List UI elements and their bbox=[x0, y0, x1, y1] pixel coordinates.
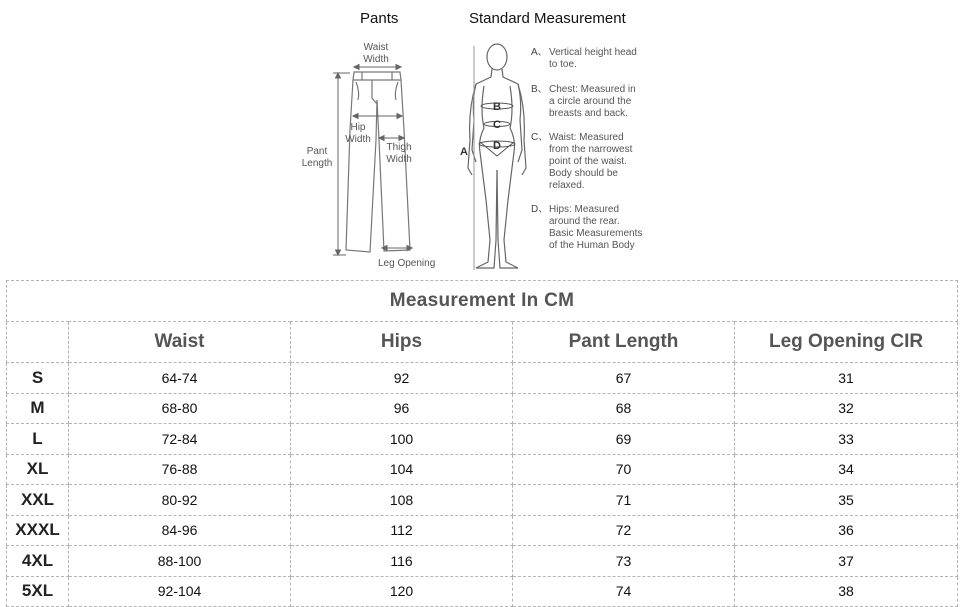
hips-cell: 104 bbox=[291, 454, 513, 485]
note-c-letter: C、 bbox=[531, 132, 549, 143]
hips-cell: 116 bbox=[291, 546, 513, 577]
note-a-letter: A、 bbox=[531, 47, 548, 58]
waist-cell: 68-80 bbox=[69, 393, 291, 424]
note-b bbox=[531, 84, 661, 120]
waist-cell: 88-100 bbox=[69, 546, 291, 577]
note-c-line1: Waist: Measured bbox=[549, 132, 624, 143]
pant-length-cell: 72 bbox=[513, 515, 735, 546]
measurement-diagram bbox=[0, 0, 962, 280]
table-row bbox=[7, 424, 958, 455]
note-b-line3: breasts and back. bbox=[549, 108, 628, 119]
hips-cell: 112 bbox=[291, 515, 513, 546]
pant-length-cell: 71 bbox=[513, 485, 735, 516]
note-d-line2: around the rear. bbox=[549, 216, 620, 227]
size-cell: 4XL bbox=[7, 546, 69, 577]
thigh-width-label-line1: Thigh bbox=[386, 142, 412, 153]
leg-opening-cell: 35 bbox=[735, 485, 958, 516]
leg-opening-cell: 32 bbox=[735, 393, 958, 424]
header-waist: Waist bbox=[69, 322, 291, 363]
size-cell: M bbox=[7, 393, 69, 424]
pant-length-cell: 73 bbox=[513, 546, 735, 577]
note-c-line3: point of the waist. bbox=[549, 156, 627, 167]
pant-length-cell: 68 bbox=[513, 393, 735, 424]
leg-opening-cell: 33 bbox=[735, 424, 958, 455]
note-d-letter: D、 bbox=[531, 204, 549, 215]
hips-cell: 100 bbox=[291, 424, 513, 455]
table-row bbox=[7, 576, 958, 607]
header-pant-length: Pant Length bbox=[513, 322, 735, 363]
pant-length-label-line2: Length bbox=[301, 158, 333, 169]
pant-length-label bbox=[298, 146, 336, 170]
size-chart-table bbox=[6, 280, 958, 607]
pant-length-cell: 67 bbox=[513, 363, 735, 394]
note-a bbox=[531, 47, 661, 71]
note-c-line5: relaxed. bbox=[549, 180, 585, 191]
leg-opening-cell: 37 bbox=[735, 546, 958, 577]
note-a-line1: Vertical height head bbox=[549, 47, 637, 58]
waist-cell: 76-88 bbox=[69, 454, 291, 485]
hip-width-label-line2: Width bbox=[345, 134, 371, 145]
pants-title: Pants bbox=[360, 10, 399, 27]
size-cell: S bbox=[7, 363, 69, 394]
table-row bbox=[7, 454, 958, 485]
hips-cell: 120 bbox=[291, 576, 513, 607]
table-row bbox=[7, 546, 958, 577]
body-letter-b: B bbox=[493, 101, 501, 113]
body-letter-c: C bbox=[493, 119, 501, 131]
thigh-width-label-line2: Width bbox=[386, 154, 412, 165]
body-letter-d: D bbox=[493, 140, 501, 152]
standard-measurement-title: Standard Measurement bbox=[469, 10, 626, 27]
leg-opening-cell: 34 bbox=[735, 454, 958, 485]
hips-cell: 108 bbox=[291, 485, 513, 516]
leg-opening-cell: 36 bbox=[735, 515, 958, 546]
note-b-line1: Chest: Measured in bbox=[549, 84, 636, 95]
note-d bbox=[531, 204, 661, 252]
size-cell: XL bbox=[7, 454, 69, 485]
body-letter-a: A bbox=[460, 146, 468, 158]
leg-opening-cell: 38 bbox=[735, 576, 958, 607]
hips-cell: 96 bbox=[291, 393, 513, 424]
note-c bbox=[531, 132, 661, 192]
pant-length-cell: 74 bbox=[513, 576, 735, 607]
size-cell: XXL bbox=[7, 485, 69, 516]
leg-opening-cell: 31 bbox=[735, 363, 958, 394]
diagram-illustration bbox=[0, 0, 962, 280]
table-row bbox=[7, 485, 958, 516]
header-row bbox=[7, 322, 958, 363]
waist-cell: 64-74 bbox=[69, 363, 291, 394]
pant-length-label-line1: Pant bbox=[306, 146, 328, 157]
waist-width-label-line1: Waist bbox=[363, 42, 389, 53]
leg-opening-label: Leg Opening bbox=[378, 258, 436, 269]
note-c-line2: from the narrowest bbox=[549, 144, 633, 155]
pant-length-cell: 69 bbox=[513, 424, 735, 455]
hip-width-label bbox=[341, 122, 375, 146]
header-hips: Hips bbox=[291, 322, 513, 363]
size-cell: XXXL bbox=[7, 515, 69, 546]
note-b-letter: B、 bbox=[531, 84, 548, 95]
header-leg-opening: Leg Opening CIR bbox=[735, 322, 958, 363]
table-row bbox=[7, 363, 958, 394]
waist-cell: 72-84 bbox=[69, 424, 291, 455]
hip-width-label-line1: Hip bbox=[350, 122, 366, 133]
size-cell: 5XL bbox=[7, 576, 69, 607]
waist-width-label bbox=[358, 42, 394, 66]
size-cell: L bbox=[7, 424, 69, 455]
note-d-line4: of the Human Body bbox=[549, 240, 635, 251]
thigh-width-label bbox=[382, 142, 416, 166]
table-title: Measurement In CM bbox=[7, 281, 958, 322]
waist-cell: 92-104 bbox=[69, 576, 291, 607]
table-row bbox=[7, 393, 958, 424]
note-c-line4: Body should be bbox=[549, 168, 618, 179]
table-row bbox=[7, 515, 958, 546]
waist-width-label-line2: Width bbox=[363, 54, 389, 65]
note-d-line3: Basic Measurements bbox=[549, 228, 643, 239]
pant-length-cell: 70 bbox=[513, 454, 735, 485]
hips-cell: 92 bbox=[291, 363, 513, 394]
note-a-line2: to toe. bbox=[549, 59, 577, 70]
waist-cell: 84-96 bbox=[69, 515, 291, 546]
waist-cell: 80-92 bbox=[69, 485, 291, 516]
note-b-line2: a circle around the bbox=[549, 96, 632, 107]
header-size bbox=[7, 322, 69, 363]
note-d-line1: Hips: Measured bbox=[549, 204, 620, 215]
